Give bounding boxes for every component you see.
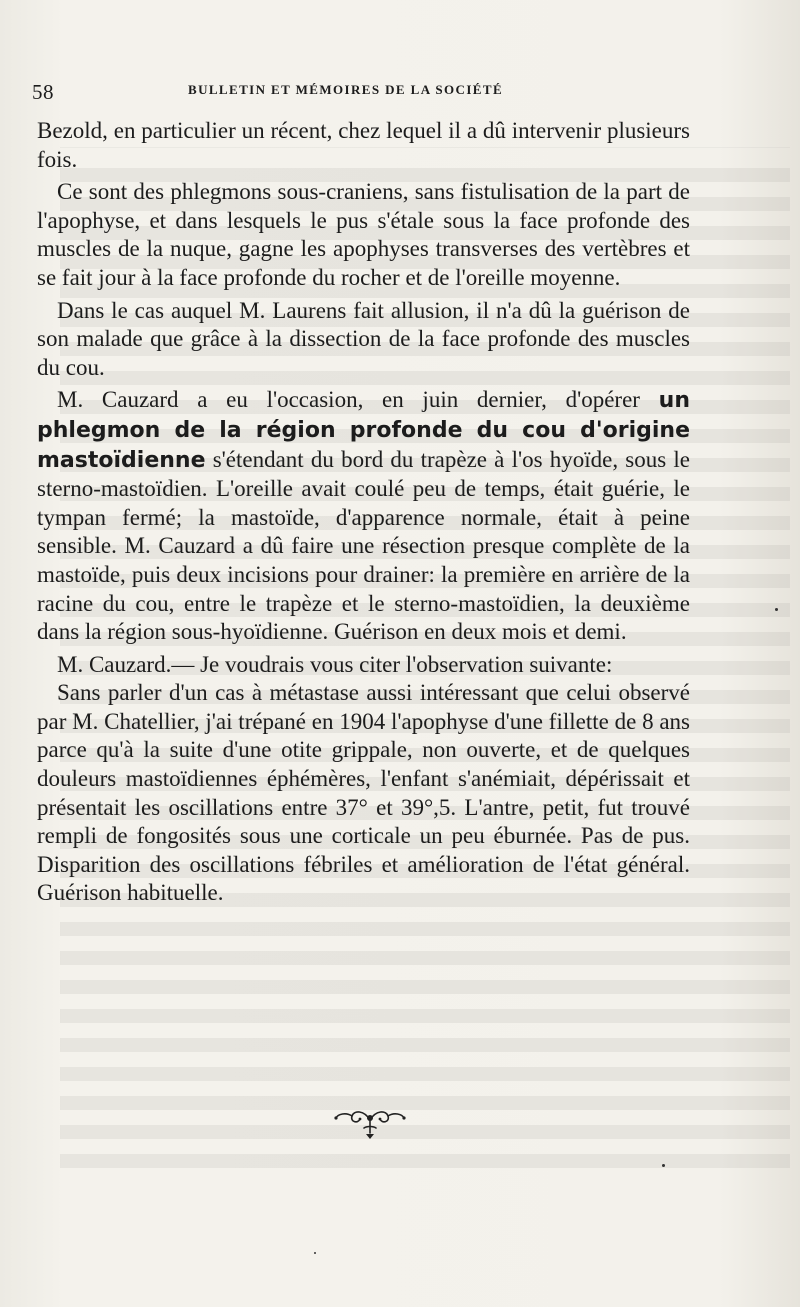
ink-speck xyxy=(775,608,778,611)
paragraph-lead: a eu l'occasion, en juin dernier, d'opérer xyxy=(178,387,659,413)
paragraph: Bezold, en particulier un récent, chez lequel il a dû intervenir plusieurs fois. xyxy=(37,118,690,172)
paragraph-rest: — Je voudrais vous citer l'observation suivante: xyxy=(171,651,613,677)
speaker-name: M. Cauzard xyxy=(57,387,179,413)
ink-speck xyxy=(314,1252,316,1254)
page-header xyxy=(32,76,702,104)
ink-speck xyxy=(662,1164,665,1167)
paragraph-cauzard-case xyxy=(37,386,690,646)
paragraph: Sans parler d'un cas à métastase aussi intéressant que celui observé par M. Chatellier, j'ai trépané en 1904 l'apophyse d'une fillette de 8 ans parce qu'à la suite d'une otite grippale, non ouverte, et de quelques douleurs mastoïdiennes éphémères, l'enfant s'anémiait, dépérissait et présentait les oscillations entre 37° et 39°,5. L'antre, petit, fut trouvé rempli de fongosités sous une corticale un peu éburnée. Pas de pus. Disparition des oscillations fébriles et amélioration de l'état général. Guérison habituelle. xyxy=(37,680,690,906)
paragraph: Ce sont des phlegmons sous-craniens, sans fistulisation de la part de l'apophyse, et dans lesquels le pus s'étale sous la face profonde des muscles de la nuque, gagne les apophyses transverses des vertèbres et se fait jour à la face profonde du rocher et de l'oreille moyenne. xyxy=(37,179,690,290)
paragraph: Dans le cas auquel M. Laurens fait allusion, il n'a dû la guérison de son malade que grâce à la dissection de la face profonde des muscles du cou. xyxy=(37,297,690,380)
speaker-name: M. Cauzard. xyxy=(57,651,172,677)
paragraph-cauzard-remark xyxy=(37,651,690,680)
fleuron-icon xyxy=(330,1100,410,1140)
paragraph-rest: s'étendant du bord du trapèze à l'os hyoïde, sous le sterno-mastoïdien. L'oreille avait coulé peu de temps, était guérie, le tympan fermé; la mastoïde, d'apparence normale, était à peine sensible. M. Cauzard a dû faire une résection presque complète de la mastoïde, puis deux incisions pour drainer: la première en arrière de la racine du cou, entre le trapèze et le sterno-mastoïdien, la deuxième dans la région sous-hyoïdienne. Guérison en deux mois et demi. xyxy=(37,446,690,645)
emphasized-phrase: un phlegmon de la région profonde du cou d'origine mastoïdienne xyxy=(37,388,690,473)
page-number: 58 xyxy=(32,80,54,104)
body-text xyxy=(37,117,690,908)
running-head: BULLETIN ET MÉMOIRES DE LA SOCIÉTÉ xyxy=(188,82,504,97)
